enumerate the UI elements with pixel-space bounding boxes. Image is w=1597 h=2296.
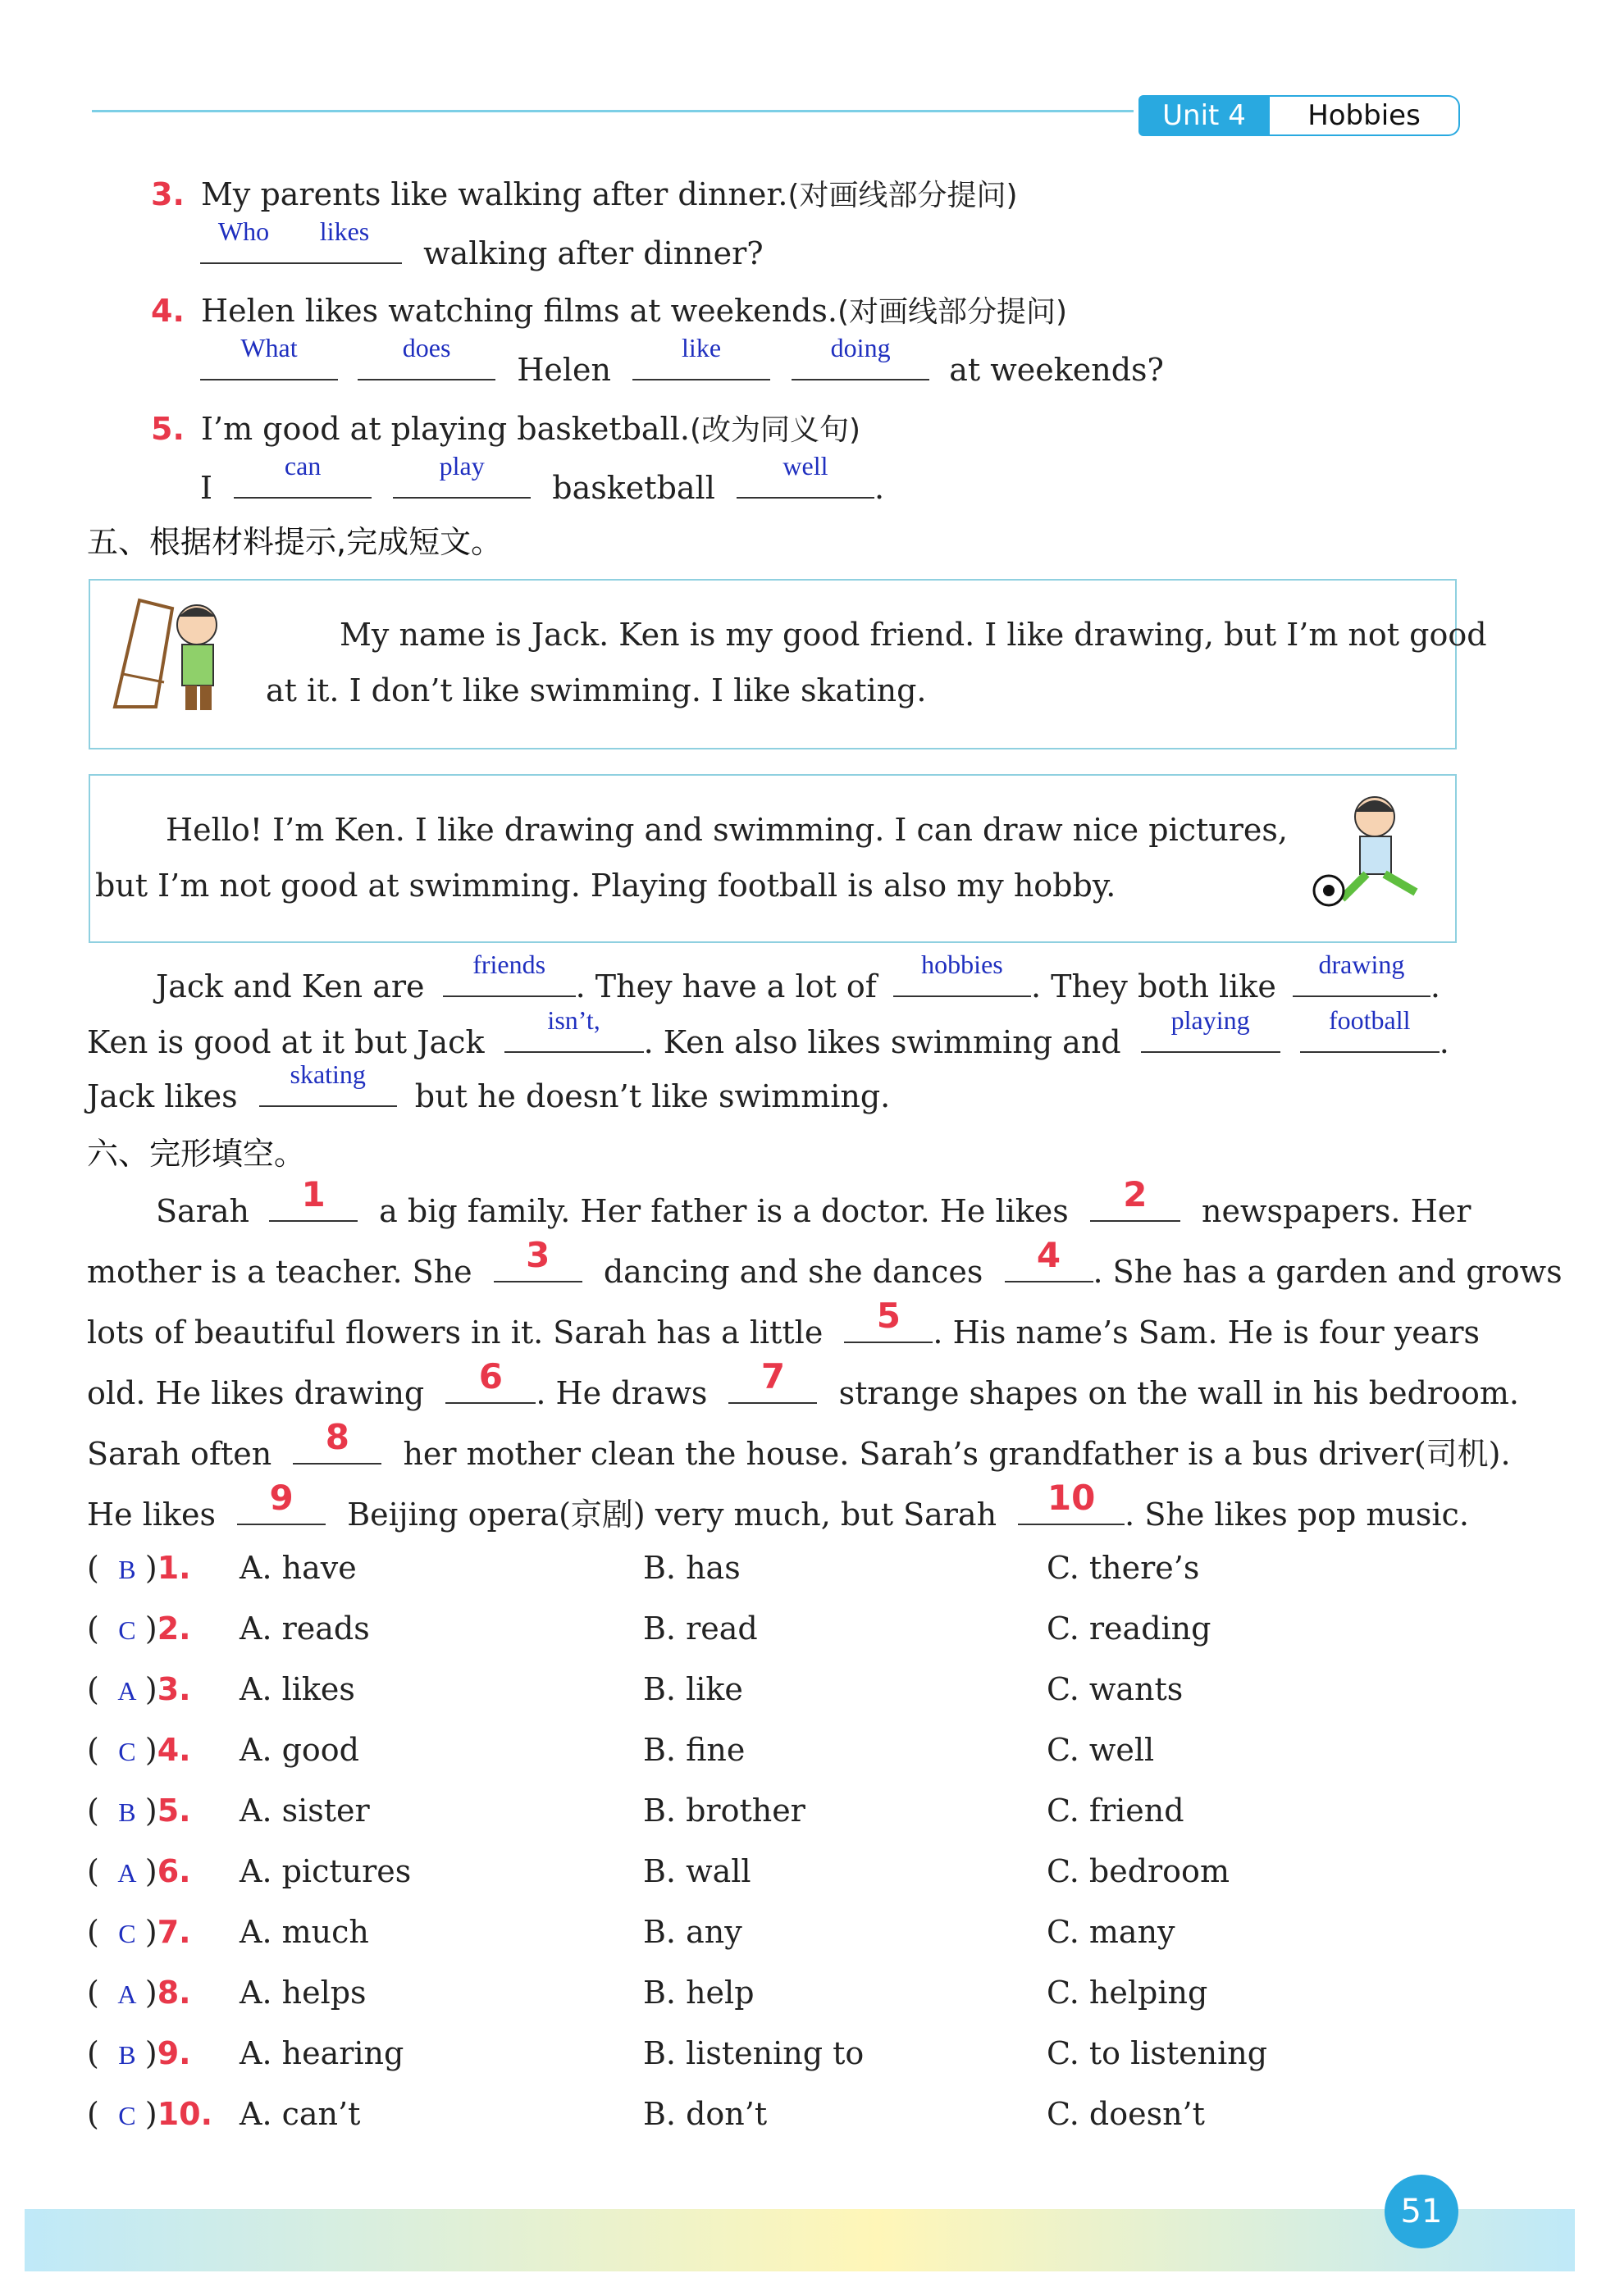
option-c[interactable]: C. to listening [1047, 2035, 1268, 2071]
option-c[interactable]: C. well [1047, 1732, 1155, 1768]
blank[interactable]: can [234, 462, 372, 499]
blank[interactable]: well [737, 462, 874, 499]
rewrite-item-5: 5. I’m good at playing basketball.(改为同义句) [151, 411, 861, 447]
blank[interactable]: 8 [293, 1428, 381, 1465]
summary-line-2: Ken is good at it but Jack isn’t, . Ken also likes swimming and playing football . [87, 1005, 1449, 1060]
option-c[interactable]: C. friend [1047, 1793, 1184, 1829]
choice-answer[interactable]: C [118, 1615, 136, 1645]
option-b[interactable]: B. read [643, 1610, 758, 1647]
choice-answer-bracket: ( A )6. [87, 1853, 191, 1889]
blank[interactable]: 5 [844, 1307, 933, 1343]
jack-text-line-1: My name is Jack. Ken is my good friend. I like drawing, but I’m not good [340, 617, 1487, 653]
cloze-line-5: Sarah often 8 her mother clean the house. Sarah’s grandfather is a bus driver(司机). [87, 1417, 1511, 1472]
option-c[interactable]: C. there’s [1047, 1550, 1200, 1586]
choice-row [87, 1975, 1514, 2020]
unit-title-box [1270, 95, 1460, 136]
boy-drawing-illustration [107, 592, 230, 715]
option-c[interactable]: C. bedroom [1047, 1853, 1230, 1889]
choice-row [87, 1793, 1514, 1838]
blank[interactable]: isn’t, [504, 1017, 644, 1053]
jack-text-line-2: at it. I don’t like swimming. I like skating. [266, 672, 927, 708]
choice-answer-bracket: ( B )1. [87, 1550, 191, 1586]
choice-answer-bracket: ( C )10. [87, 2096, 213, 2132]
choice-answer[interactable]: A [117, 1676, 137, 1706]
cloze-line-3: lots of beautiful flowers in it. Sarah has a little 5 . His name’s Sam. He is four years [87, 1296, 1481, 1351]
option-a[interactable]: A. can’t [240, 2096, 361, 2132]
blank[interactable]: 3 [494, 1246, 582, 1282]
choice-row [87, 1610, 1514, 1656]
option-a[interactable]: A. pictures [240, 1853, 412, 1889]
rewrite-item-4: 4. Helen likes watching films at weekends.(对画线部分提问) [151, 293, 1068, 329]
boy-football-illustration [1309, 784, 1440, 923]
blank[interactable]: 9 [237, 1489, 326, 1525]
choice-row [87, 1671, 1514, 1717]
option-c[interactable]: C. many [1047, 1914, 1175, 1950]
option-b[interactable]: B. wall [643, 1853, 751, 1889]
choice-answer-bracket: ( B )5. [87, 1793, 191, 1829]
unit-badge [1138, 95, 1270, 136]
blank[interactable]: likes [287, 228, 402, 264]
option-c[interactable]: C. helping [1047, 1975, 1208, 2011]
blank[interactable]: like [632, 344, 770, 380]
cloze-line-6: He likes 9 Beijing opera(京剧) very much, but Sarah 10 . She likes pop music. [87, 1478, 1469, 1533]
blank[interactable]: What [200, 344, 338, 380]
option-b[interactable]: B. has [643, 1550, 741, 1586]
choice-answer[interactable]: A [117, 1979, 137, 2009]
summary-line-3: Jack likes skating but he doesn’t like swimming. [87, 1059, 891, 1114]
option-b[interactable]: B. brother [643, 1793, 805, 1829]
choice-answer-bracket: ( B )9. [87, 2035, 191, 2071]
choice-row [87, 2035, 1514, 2081]
option-b[interactable]: B. listening to [643, 2035, 865, 2071]
section-6-heading: 六、完形填空。 [87, 1136, 306, 1172]
choice-answer[interactable]: B [118, 2040, 136, 2070]
choice-answer-bracket: ( A )3. [87, 1671, 191, 1707]
unit-label: Unit 4 [1162, 99, 1246, 132]
option-c[interactable]: C. doesn’t [1047, 2096, 1205, 2132]
blank[interactable]: doing [792, 344, 929, 380]
rewrite-5-sentence: I’m good at playing basketball. [200, 411, 690, 447]
blank[interactable]: 1 [269, 1186, 358, 1222]
option-b[interactable]: B. help [643, 1975, 755, 2011]
choice-answer-bracket: ( A )8. [87, 1975, 191, 2011]
choice-answer-bracket: ( C )7. [87, 1914, 191, 1950]
rewrite-4-sentence: Helen likes watching films at weekends. [200, 293, 837, 329]
blank[interactable]: skating [259, 1071, 397, 1107]
choice-row [87, 2096, 1514, 2142]
choice-answer[interactable]: B [118, 1555, 136, 1584]
choice-answer-bracket: ( C )2. [87, 1610, 191, 1647]
option-a[interactable]: A. hearing [240, 2035, 404, 2071]
section-5-heading: 五、根据材料提示,完成短文。 [87, 524, 503, 560]
rewrite-item-3: 3. My parents like walking after dinner.(对画线部分提问) [151, 176, 1018, 212]
cloze-line-1: Sarah 1 a big family. Her father is a doctor. He likes 2 newspapers. Her [156, 1174, 1472, 1229]
choice-answer-bracket: ( C )4. [87, 1732, 191, 1768]
blank[interactable]: does [358, 344, 495, 380]
rewrite-3-answer-line: Who likes walking after dinner? [200, 228, 764, 271]
option-b[interactable]: B. don’t [643, 2096, 768, 2132]
choice-row [87, 1914, 1514, 1960]
ken-text-line-1: Hello! I’m Ken. I like drawing and swimming. I can draw nice pictures, [166, 812, 1288, 848]
page-number-badge [1385, 2175, 1458, 2248]
option-c[interactable]: C. reading [1047, 1610, 1211, 1647]
blank[interactable]: 7 [728, 1368, 817, 1404]
option-a[interactable]: A. much [240, 1914, 369, 1950]
blank[interactable]: drawing [1293, 961, 1430, 997]
choice-row [87, 1550, 1514, 1596]
choice-answer[interactable]: A [117, 1858, 137, 1888]
cloze-line-2: mother is a teacher. She 3 dancing and she dances 4 . She has a garden and grows [87, 1235, 1563, 1290]
cloze-line-4: old. He likes drawing 6 . He draws 7 strange shapes on the wall in his bedroom. [87, 1356, 1519, 1411]
ken-box [89, 774, 1457, 943]
option-b[interactable]: B. any [643, 1914, 742, 1950]
option-b[interactable]: B. like [643, 1671, 743, 1707]
header-rule [92, 110, 1134, 112]
rewrite-4-answer-line: What does Helen like doing at weekends? [200, 344, 1164, 388]
blank[interactable]: football [1300, 1017, 1440, 1053]
option-c[interactable]: C. wants [1047, 1671, 1184, 1707]
option-a[interactable]: A. helps [240, 1975, 367, 2011]
option-a[interactable]: A. have [240, 1550, 357, 1586]
ken-text-line-2: but I’m not good at swimming. Playing football is also my hobby. [95, 868, 1116, 904]
option-a[interactable]: A. likes [240, 1671, 355, 1707]
jack-box [89, 579, 1487, 749]
option-a[interactable]: A. sister [240, 1793, 370, 1829]
option-a[interactable]: A. good [240, 1732, 360, 1768]
rewrite-3-sentence: My parents like walking after dinner. [200, 176, 788, 212]
rewrite-5-answer-line: I can play basketball well . [200, 451, 885, 506]
blank[interactable]: 6 [445, 1368, 536, 1404]
choice-answer[interactable]: C [118, 1737, 136, 1766]
blank[interactable]: play [393, 462, 531, 499]
blank[interactable]: 10 [1018, 1489, 1125, 1525]
summary-line-1: Jack and Ken are friends . They have a lot of hobbies . They both like drawing . [156, 950, 1441, 1004]
choice-row [87, 1853, 1514, 1899]
blank[interactable]: hobbies [893, 961, 1031, 997]
blank[interactable]: 4 [1005, 1246, 1093, 1282]
blank[interactable]: friends [443, 961, 576, 997]
option-a[interactable]: A. reads [240, 1610, 370, 1647]
option-b[interactable]: B. fine [643, 1732, 746, 1768]
unit-title: Hobbies [1307, 99, 1421, 132]
choice-row [87, 1732, 1514, 1778]
choice-answer[interactable]: C [118, 2101, 136, 2130]
blank[interactable]: Who [200, 228, 287, 264]
choice-answer[interactable]: C [118, 1919, 136, 1948]
blank[interactable]: 2 [1090, 1186, 1180, 1222]
page-number: 51 [1400, 2193, 1443, 2230]
blank[interactable]: playing [1141, 1017, 1280, 1053]
footer-band [25, 2209, 1575, 2271]
choice-answer[interactable]: B [118, 1797, 136, 1827]
